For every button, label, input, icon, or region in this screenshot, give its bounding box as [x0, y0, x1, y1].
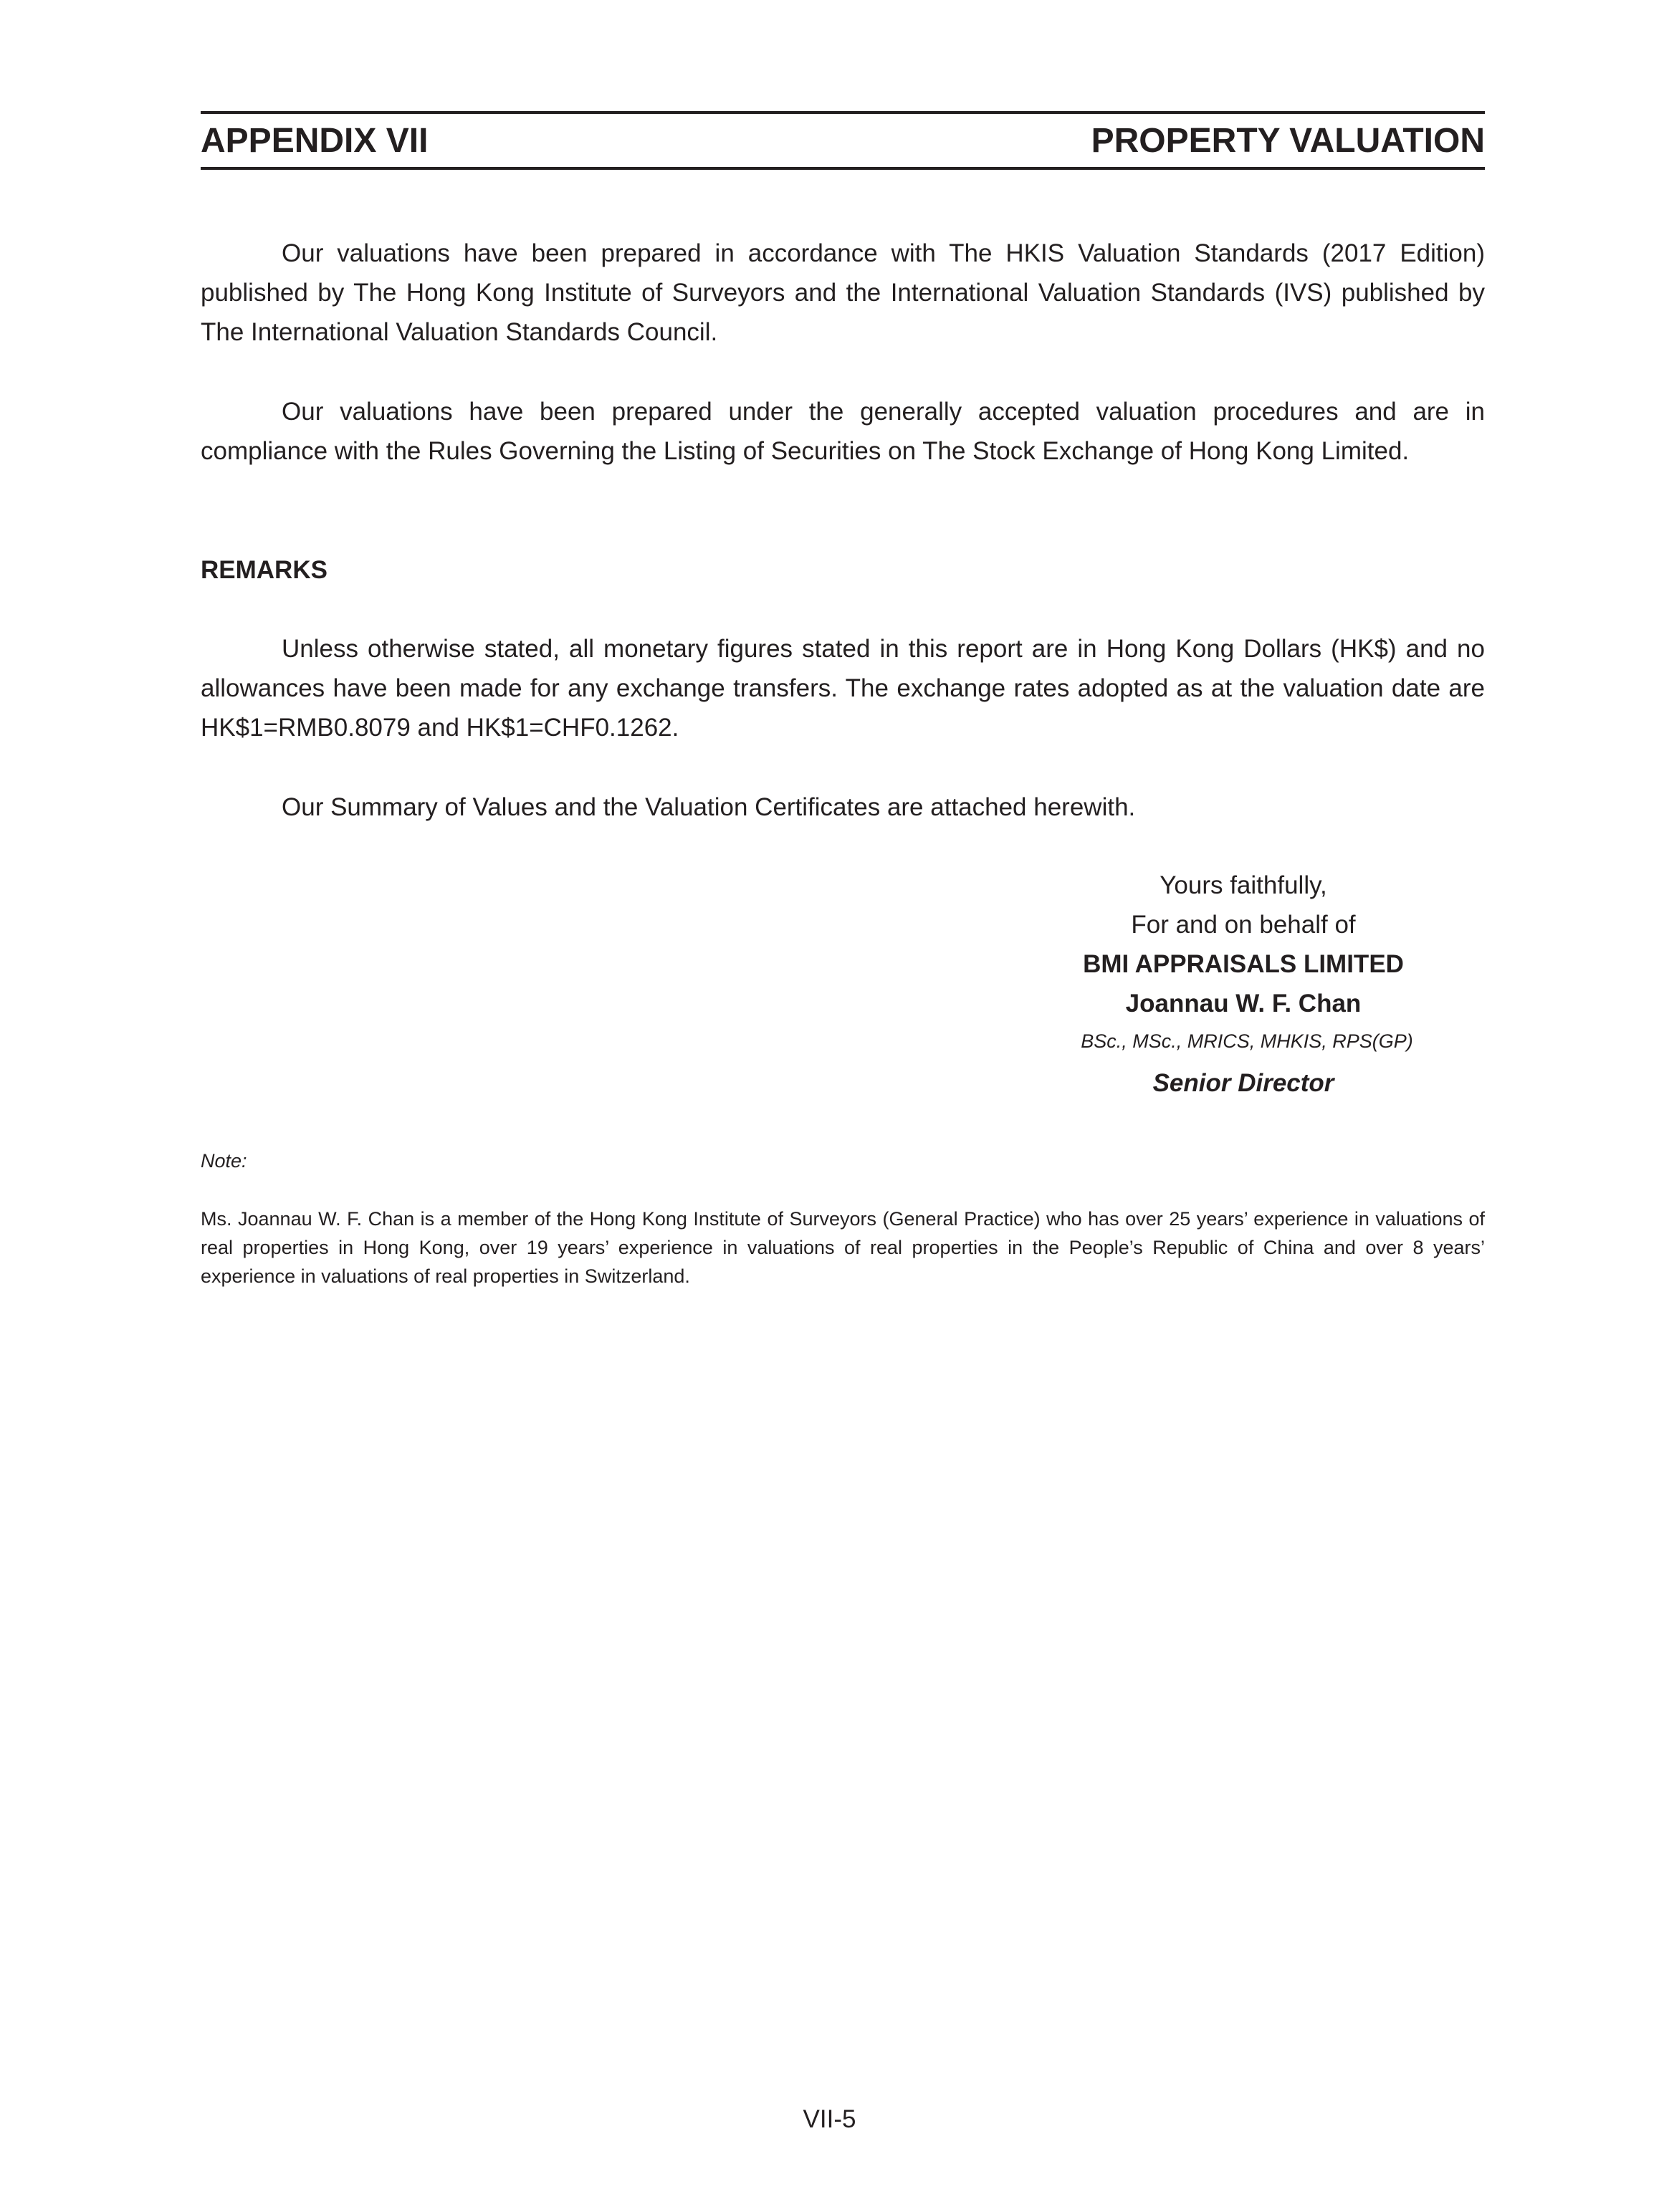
signature-title: Senior Director — [1152, 1069, 1334, 1097]
remarks-heading: REMARKS — [201, 556, 328, 584]
paragraph-attachments: Our Summary of Values and the Valuation Certificates are attached herewith. — [282, 793, 1136, 821]
signature-closing: Yours faithfully, — [1160, 871, 1327, 899]
signature-name: Joannau W. F. Chan — [1125, 990, 1362, 1018]
paragraph-currency: Unless otherwise stated, all monetary figures stated in this report are in Hong Kong Dollars (HK$) and no allowances have been made for any exchange transfers. The exchange rates adopted as at the valuation date are HK$1=RMB0.8079 and HK$1=CHF0.1262. — [201, 635, 1485, 742]
paragraph-procedures: Our valuations have been prepared under the generally accepted valuation procedures and are in compliance with the Rules Governing the Listing of Securities on The Stock Exchange of Hong Kong Limited. — [201, 398, 1485, 465]
paragraph-standards: Our valuations have been prepared in accordance with The HKIS Valuation Standards (2017 Edition) published by The Hong Kong Institute of Surveyors and the International Valuation Standards (IVS) published by The International Valuation Standards Council. — [201, 239, 1485, 346]
signature-on-behalf: For and on behalf of — [1131, 911, 1356, 939]
signature-qualifications: BSc., MSc., MRICS, MHKIS, RPS(GP) — [1081, 1030, 1413, 1052]
signature-company: BMI APPRAISALS LIMITED — [1083, 950, 1404, 978]
appendix-title: APPENDIX VII — [201, 122, 429, 160]
page-number: VII-5 — [803, 2105, 856, 2133]
section-title: PROPERTY VALUATION — [1091, 122, 1485, 160]
note-label: Note: — [201, 1150, 247, 1172]
note-text: Ms. Joannau W. F. Chan is a member of the Hong Kong Institute of Surveyors (General Practice) who has over 25 years’ experience in valuations of real properties in Hong Kong, over 19 years’ experience in valuations of real properties in the People’s Republic of China and over 8 years’ experience in valuations of real properties in Switzerland. — [201, 1208, 1485, 1287]
page-header — [201, 111, 1485, 170]
